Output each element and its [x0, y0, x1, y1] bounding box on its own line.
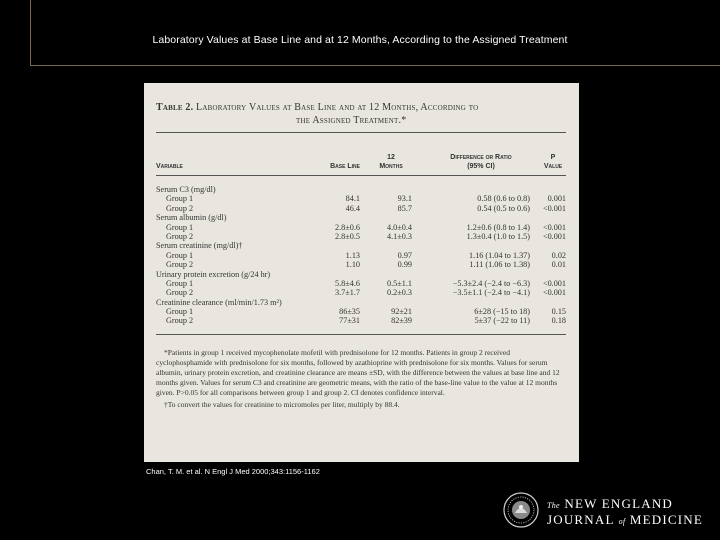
- header-base-line: Base Line: [330, 163, 360, 170]
- citation: Chan, T. M. et al. N Engl J Med 2000;343:1156-1162: [146, 467, 320, 476]
- table-rule-top: [156, 132, 566, 133]
- table-body: [156, 185, 566, 326]
- table-title: [156, 101, 566, 127]
- table-image: [144, 83, 579, 462]
- table-row: Group 2 77±31 82±39 5±37 (−22 to 11) 0.18: [166, 316, 566, 326]
- table-row: Group 1 2.8±0.6 4.0±0.4 1.2±0.6 (0.8 to 1.4) <0.001: [166, 222, 566, 232]
- table-row: Group 1 84.1 93.1 0.58 (0.6 to 0.8) 0.001: [166, 194, 566, 204]
- slide-title: Laboratory Values at Base Line and at 12 Months, According to the Assigned Treatment: [152, 34, 568, 46]
- frame-line-horizontal: [30, 65, 720, 66]
- footnote-creatinine: †To convert the values for creatinine to micromoles per liter, multiply by 88.4.: [164, 400, 400, 409]
- table-row: Serum C3 (mg/dl): [156, 185, 216, 194]
- header-12: 12: [387, 154, 395, 161]
- table-title-line1: Laboratory Values at Base Line and at 12 Months, According to: [196, 102, 479, 113]
- table-rule-bottom: [156, 334, 566, 335]
- frame-line-vertical: [30, 0, 31, 65]
- logo-the: The: [547, 501, 560, 510]
- table-number: Table 2.: [156, 102, 194, 113]
- table-row: Group 1 86±35 92±21 6±28 (−15 to 18) 0.15: [166, 307, 566, 317]
- table-row: Group 1 1.13 0.97 1.16 (1.04 to 1.37) 0.02: [166, 250, 566, 260]
- table-rule-header: [156, 175, 566, 176]
- seal-icon: [503, 492, 539, 528]
- header-value: Value: [543, 163, 563, 170]
- table-row: Group 2 46.4 85.7 0.54 (0.5 to 0.6) <0.001: [166, 203, 566, 213]
- footnote-main: *Patients in group 1 received mycophenolate mofetil with prednisolone for 12 months. Patients in group 2 received cyclophosphamide with prednisolone for six months, followed by azathioprine with prednisolone for six months. Values for serum albumin, urinary protein excretion, and creatinine clearance are means ±SD, with the difference between the values at base line and 12 months given. Values for serum C3 and creatinine are geometric means, with the ratio of the base-line value to the value at 12 months given. P>0.05 for all comparisons between group 1 and group 2. CI denotes confidence interval.: [156, 348, 560, 397]
- logo-medicine: MEDICINE: [629, 512, 704, 527]
- header-difference: Difference or Ratio: [450, 154, 512, 161]
- table-row: Group 1 5.8±4.6 0.5±1.1 −5.3±2.4 (−2.4 to −6.3) <0.001: [166, 278, 566, 288]
- table-row: Urinary protein excretion (g/24 hr): [156, 269, 271, 279]
- table-footnotes: [156, 348, 566, 410]
- table-row: Creatinine clearance (ml/min/1.73 m²): [156, 297, 282, 307]
- header-months: Months: [379, 163, 403, 170]
- header-variable: Variable: [156, 163, 183, 170]
- table-row: Group 2 2.8±0.5 4.1±0.3 1.3±0.4 (1.0 to 1.5) <0.001: [166, 231, 566, 241]
- logo-of: of: [618, 517, 626, 526]
- header-ci: (95% CI): [467, 163, 495, 170]
- table-row: Group 2 3.7±1.7 0.2±0.3 −3.5±1.1 (−2.4 to −4.1) <0.001: [166, 288, 566, 298]
- logo-new-england: NEW ENGLAND: [564, 496, 673, 511]
- table-row: Serum albumin (g/dl): [156, 213, 227, 223]
- table-row: Serum creatinine (mg/dl)†: [156, 241, 243, 251]
- table-row: Group 2 1.10 0.99 1.11 (1.06 to 1.38) 0.01: [166, 260, 566, 270]
- header-p: P: [550, 154, 556, 161]
- logo-journal: JOURNAL: [547, 512, 615, 527]
- table-title-line2: the Assigned Treatment.*: [296, 115, 407, 126]
